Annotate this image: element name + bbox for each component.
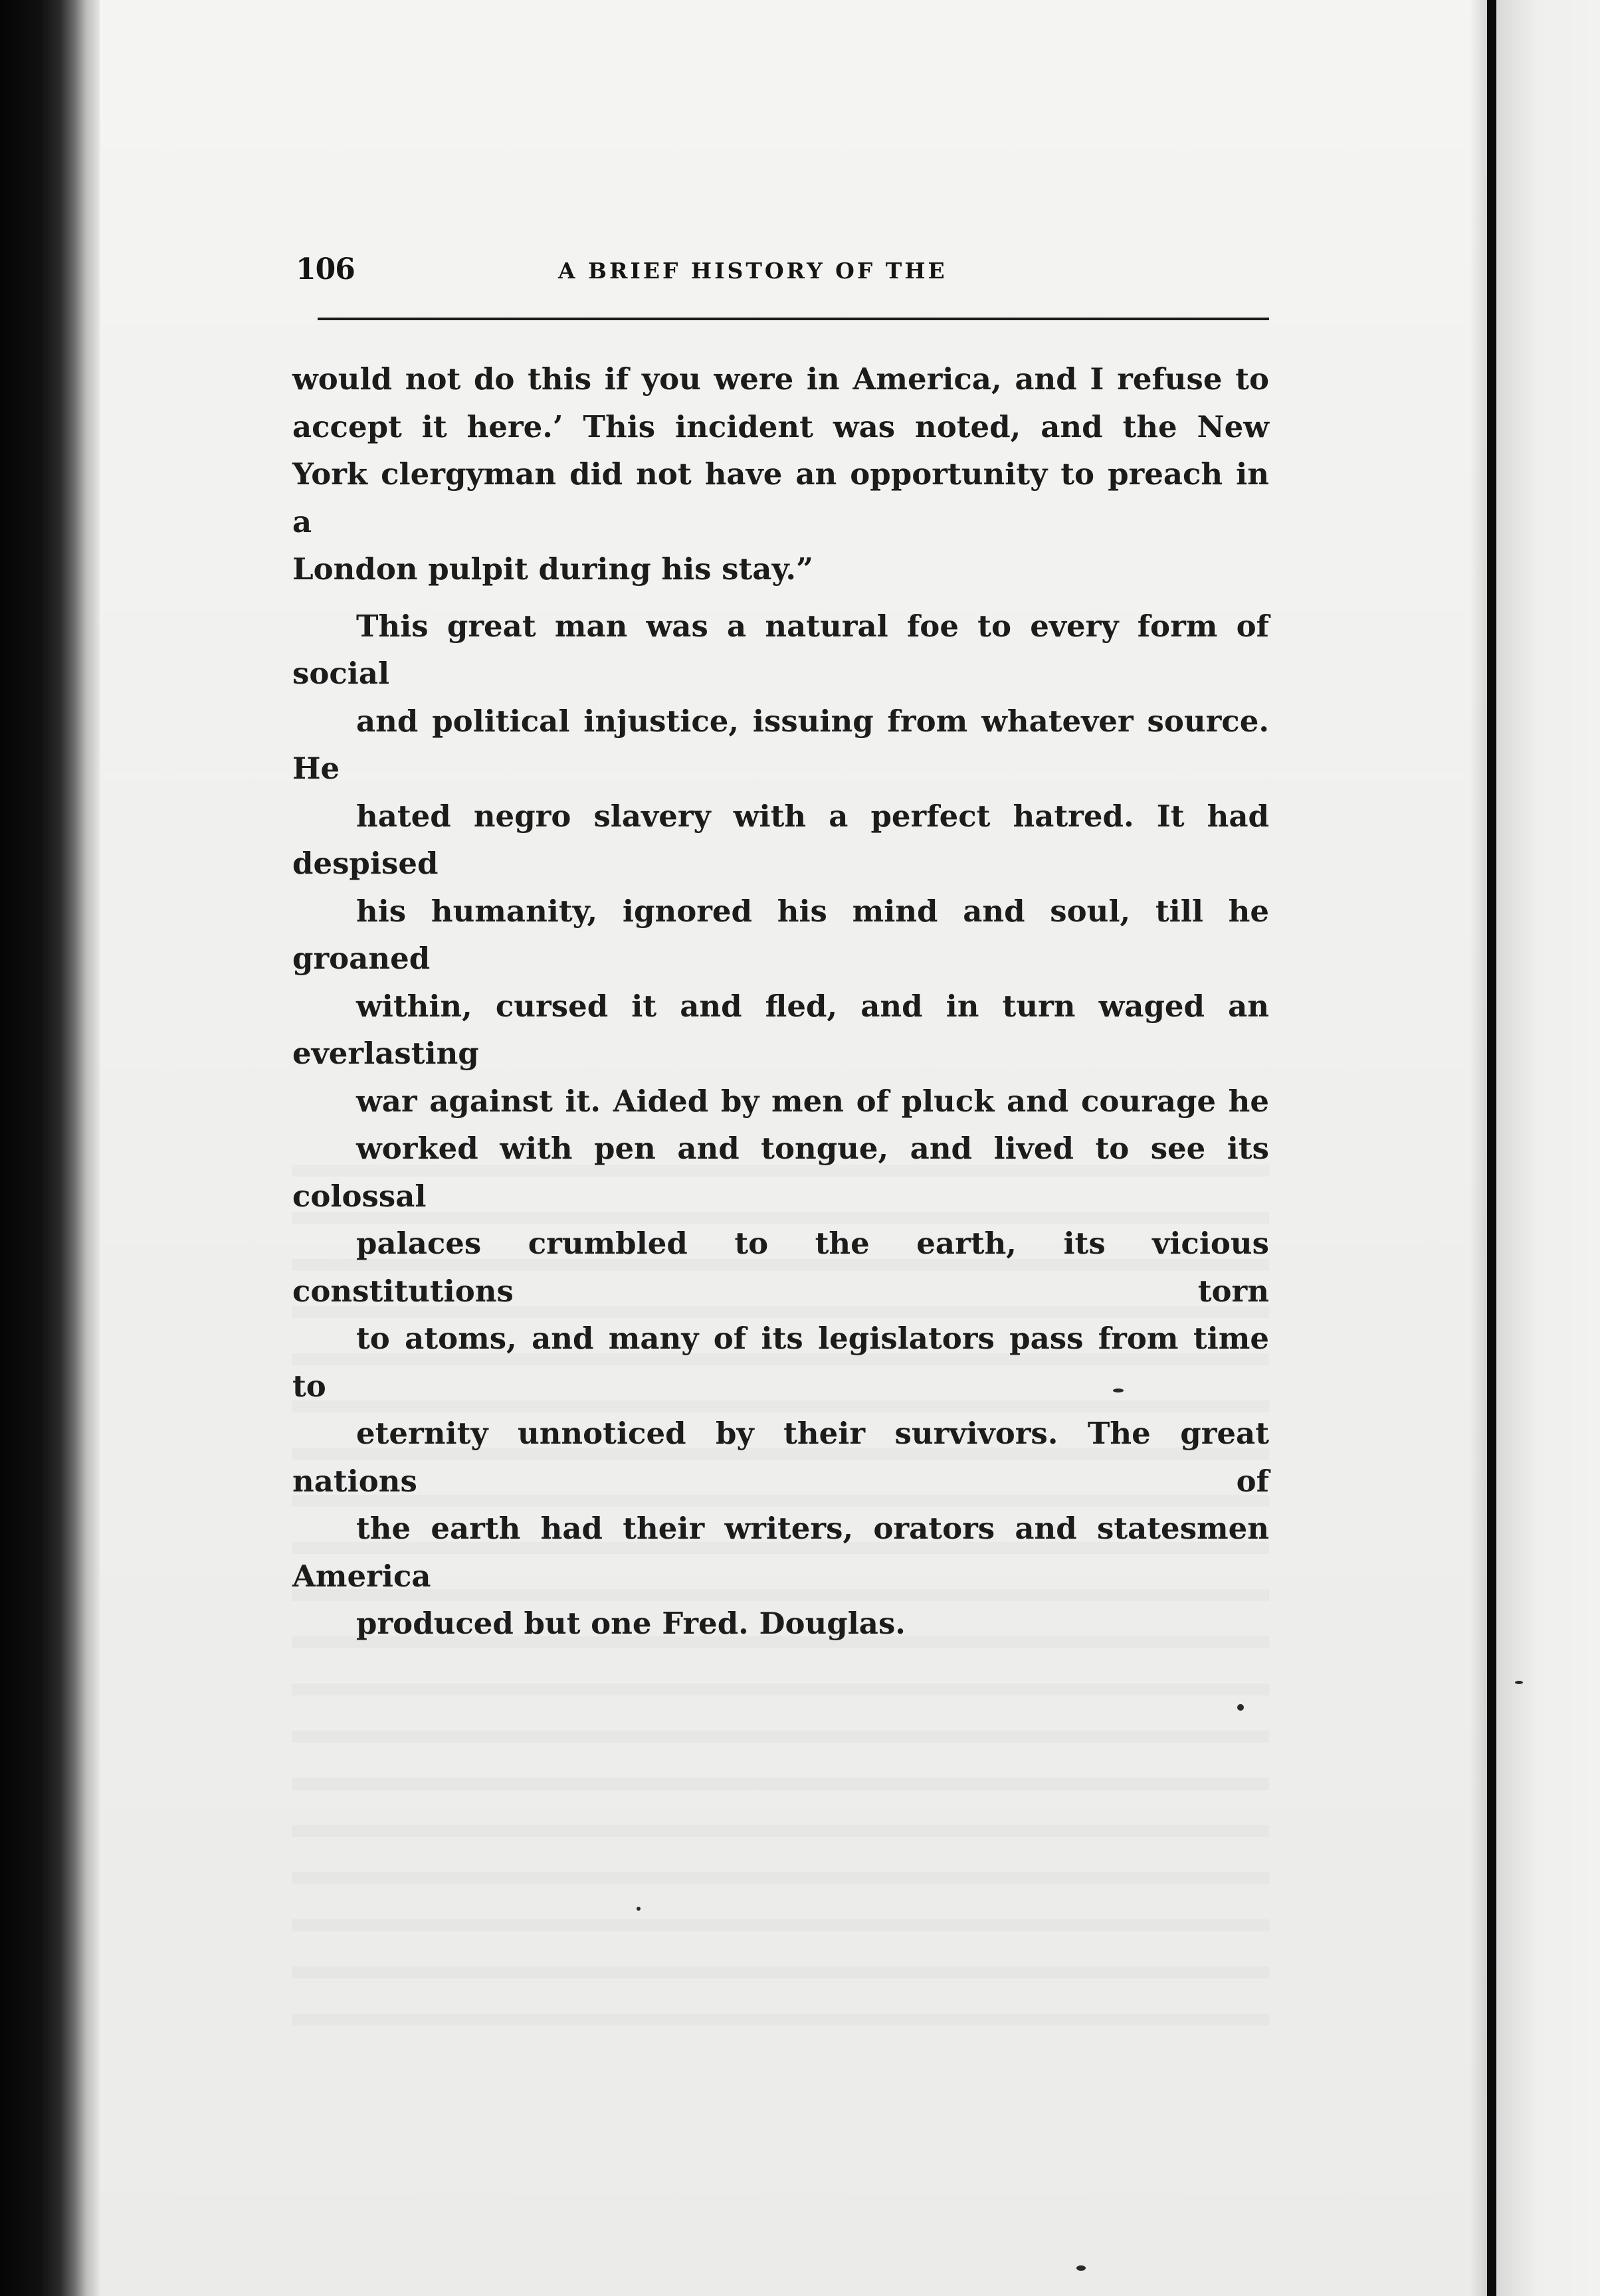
text-line: hated negro slavery with a perfect hatred. It had despised	[292, 798, 1269, 881]
show-through-text	[292, 1129, 1269, 2026]
show-through-line	[292, 1554, 1269, 1601]
text-line: worked with pen and tongue, and lived to see its colossal	[292, 1131, 1269, 1214]
show-through-line	[292, 1978, 1269, 2026]
binding-shadow	[0, 0, 100, 2296]
text-line: This great man was a natural foe to every form of social	[292, 608, 1269, 691]
show-through-line	[292, 1129, 1269, 1177]
header-rule	[318, 318, 1269, 320]
dust-speck	[1113, 1388, 1124, 1392]
text-line: war against it. Aided by men of pluck and courage he	[356, 1083, 1269, 1119]
text-line: palaces crumbled to the earth, its vicious constitutions torn	[292, 1226, 1269, 1309]
text-line: to atoms, and many of its legislators pass from time to	[292, 1321, 1269, 1404]
text-line: within, cursed it and fled, and in turn waged an everlasting	[292, 988, 1269, 1071]
show-through-line	[292, 1177, 1269, 1224]
text-line: would not do this if you were in America, and I refuse to	[292, 361, 1269, 397]
show-through-line	[292, 1318, 1269, 1365]
show-through-line	[292, 1648, 1269, 1695]
show-through-line	[292, 1460, 1269, 1507]
dust-speck	[1237, 1704, 1244, 1711]
text-line: and political injustice, issuing from whatever source. He	[292, 703, 1269, 786]
dust-speck	[1515, 1681, 1523, 1684]
gutter-shadow	[1470, 0, 1487, 2296]
text-line: his humanity, ignored his mind and soul, till he groaned	[292, 893, 1269, 976]
text-line: eternity unnoticed by their survivors. The great nations of	[292, 1416, 1269, 1499]
show-through-line	[292, 1837, 1269, 1884]
show-through-line	[292, 1695, 1269, 1743]
show-through-line	[292, 1601, 1269, 1648]
text-line: produced but one Fred. Douglas.	[356, 1606, 906, 1641]
running-head: A BRIEF HISTORY OF THE	[558, 258, 948, 284]
text-line: York clergyman did not have an opportunity to preach in a	[292, 456, 1269, 539]
dust-speck	[637, 1907, 641, 1911]
show-through-line	[292, 1507, 1269, 1554]
paragraph-1	[292, 355, 1269, 593]
text-line: accept it here.’ This incident was noted, and the New	[292, 409, 1269, 444]
show-through-line	[292, 1743, 1269, 1790]
show-through-line	[292, 1224, 1269, 1271]
dust-speck	[1076, 2265, 1086, 2271]
adjacent-page-edge	[1496, 0, 1600, 2296]
show-through-line	[292, 1412, 1269, 1460]
page-number: 106	[296, 252, 355, 286]
show-through-line	[292, 1931, 1269, 1978]
show-through-line	[292, 1790, 1269, 1837]
text-line: London pulpit during his stay.”	[292, 551, 813, 587]
page-header	[296, 252, 1272, 299]
show-through-line	[292, 1271, 1269, 1318]
show-through-line	[292, 1884, 1269, 1931]
text-line: the earth had their writers, orators and statesmen America	[292, 1511, 1269, 1594]
book-spine	[1487, 0, 1496, 2296]
